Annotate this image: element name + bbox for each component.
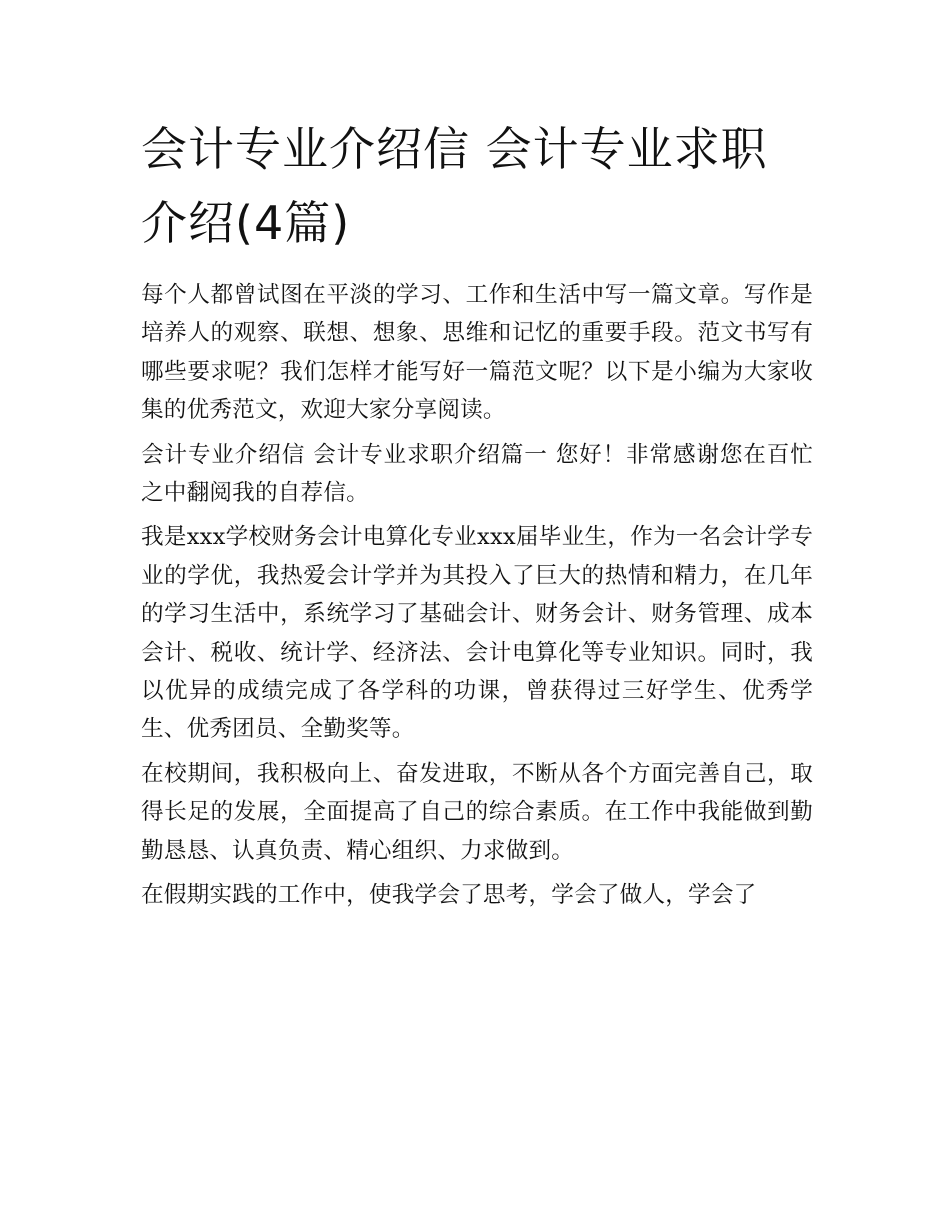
document-page [141, 112, 813, 921]
paragraph-internship: 在假期实践的工作中，使我学会了思考，学会了做人，学会了 [141, 882, 757, 909]
paragraph-self-introduction: 我是xxx学校财务会计电算化专业xxx届毕业生，作为一名会计学专业的学优，我热爱会计学并为其投入了巨大的热情和精力，在几年的学习生活中，系统学习了基础会计、财务会计、财务管理、成本会计、税收、统计学、经济法、会计电算化等专业知识。同时，我以优异的成绩完成了各学科的功课，曾获得过三好学生、优秀学生、优秀团员、全勤奖等。 [141, 524, 813, 743]
paragraph-greeting: 会计专业介绍信 会计专业求职介绍篇一 您好！非常感谢您在百忙之中翻阅我的自荐信。 [141, 441, 813, 507]
paragraph-school-period: 在校期间，我积极向上、奋发进取，不断从各个方面完善自己，取得长足的发展，全面提高了自己的综合素质。在工作中我能做到勤勤恳恳、认真负责、精心组织、力求做到。 [141, 760, 813, 864]
paragraph-intro: 每个人都曾试图在平淡的学习、工作和生活中写一篇文章。写作是培养人的观察、联想、想象、思维和记忆的重要手段。范文书写有哪些要求呢？我们怎样才能写好一篇范文呢？以下是小编为大家收集的优秀范文，欢迎大家分享阅读。 [141, 282, 813, 424]
document-title: 会计专业介绍信 会计专业求职介绍(4篇) [141, 122, 768, 250]
